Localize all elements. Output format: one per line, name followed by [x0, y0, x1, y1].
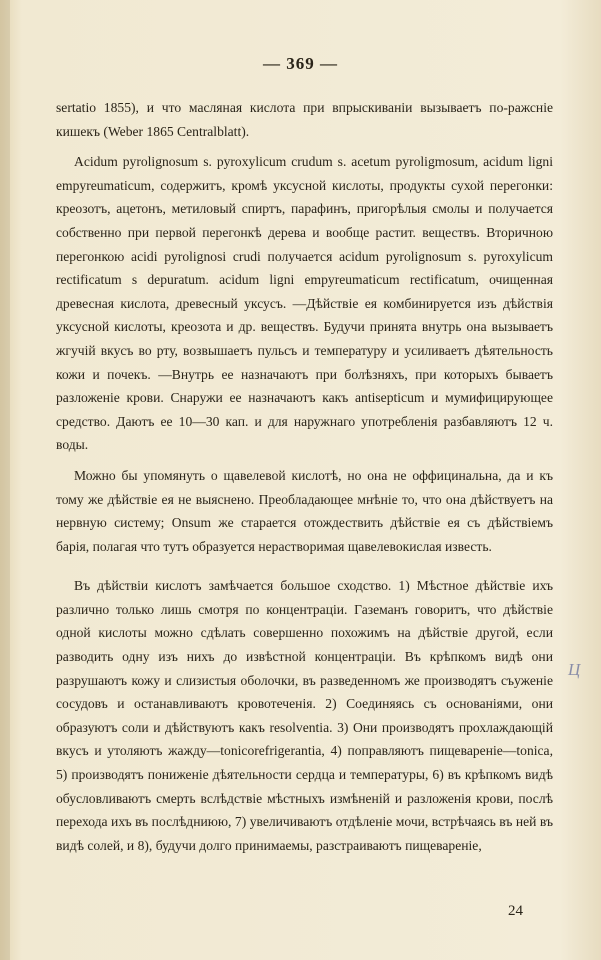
- paragraph-oxalic-acid: Можно бы упомянуть о щавелевой кислотѣ, но она не оффицинальна, да и къ тому же дѣйствіе ея не выяснено. Преобладающее мнѣніе то, что она дѣйствуетъ на нервную систему; Onsum же старается отождествить дѣйствіе ея съ дѣйствіемъ барія, полагая что тутъ образуется нерастворимая щавелевокислая известь.: [56, 467, 553, 554]
- paragraph-acidum-pyrolignosum: Acidum pyrolignosum s. pyroxylicum crudum s. acetum pyroligmosum, acidum ligni empyreumaticum, содержитъ, кромѣ уксусной кислоты, продукты сухой перегонки: креозотъ, ацетонъ, метиловый спиртъ, парафинъ, пригорѣлыя смолы и получается собственно при первой перегонкѣ дерева и вообще растит. веществъ. Вторичною перегонкою acidi pyrolignosi crudi получается acidum pyrolignosum s. pyroxylicum rectificatum s depuratum. acidum ligni empyreumaticum rectificatum, очищенная древесная кислота, древесный уксусъ. —Дѣйствіе ея комбинируется изъ дѣйствія уксусной кислоты, креозота и др. веществъ. Будучи принята внутрь она вызываетъ жгучій вкусъ во рту, возвышаетъ пульсъ и температуру и усиливаетъ дѣятельность кожи и почекъ. —Внутрь ее назначаютъ при болѣзняхъ, при которыхъ бываетъ разложеніе крови. Снаружи ее назначаютъ какъ antisepticum и мумифицирующее средство. Даютъ ее 10—30 кап. и для наружнаго употребленія разбавляютъ 12 ч. воды.: [56, 154, 553, 453]
- handwritten-margin-note: Ц: [568, 660, 581, 679]
- paragraph-intro: sertatio 1855), и что масляная кислота при впрыскиваніи вызываетъ по-ражсніе кишекъ (Weber 1865 Centralblatt).: [56, 100, 553, 139]
- page-number: 24: [508, 903, 523, 919]
- binding-shadow: [0, 0, 10, 960]
- page-header: — 369 —: [263, 54, 338, 73]
- paragraph-acids-action: Въ дѣйствіи кислотъ замѣчается большое сходство. 1) Мѣстное дѣйствіе ихъ различно только лишь смотря по концентраціи. Газеманъ говоритъ, что дѣйствіе одной кислоты можно сдѣлать совершенно похожимъ на дѣйствіе другой, если разводить одну изъ нихъ до извѣстной концентраціи. Въ крѣпкомъ видѣ они разрушаютъ кожу и слизистыя оболочки, въ разведенномъ же производятъ съуженіе сосудовъ и останавливаютъ кровотеченія. 2) Соединяясь съ основаніями, они образуютъ соли и дѣйствуютъ какъ resolventia. 3) Они производятъ прохлаждающій вкусъ и утоляютъ жажду—tonicorefrigerantia, 4) поправляютъ пищевареніе—tonica, 5) производятъ пониженіе дѣятельности сердца и температуры, 6) въ крѣпкомъ видѣ обусловливаютъ смерть вслѣдствіе мѣстныхъ измѣненій и разложенія крови, послѣ перехода ихъ въ послѣдниюю, 7) увеличиваютъ отдѣленіе мочи, встрѣчаясь въ ней въ видѣ солей, и 8), будучи долго принимаемы, разстраиваютъ пищевареніе,: [56, 578, 553, 853]
- main-text: [56, 96, 553, 857]
